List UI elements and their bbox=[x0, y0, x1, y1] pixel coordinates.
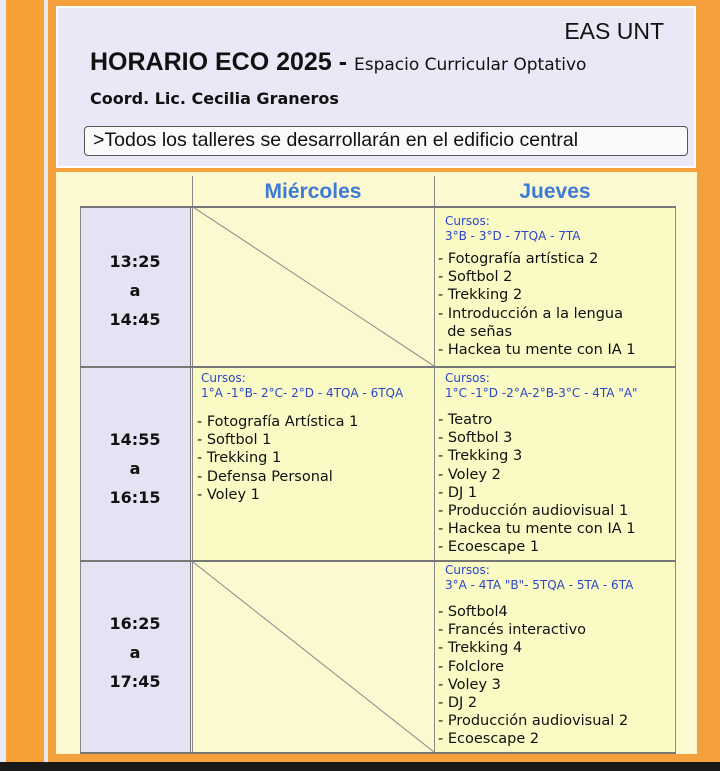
list-item: - Folclore bbox=[438, 658, 628, 676]
courses-list: 3°A - 4TA "B"- 5TQA - 5TA - 6TA bbox=[445, 578, 634, 592]
time-sep: a bbox=[129, 281, 141, 300]
time-end: 17:45 bbox=[109, 672, 161, 691]
courses-wed-slot2 bbox=[201, 371, 403, 401]
courses-label: Cursos: bbox=[445, 371, 490, 385]
list-item: - Introducción a la lengua bbox=[438, 305, 636, 323]
list-item: - Defensa Personal bbox=[197, 468, 358, 486]
decorative-side-band bbox=[6, 0, 48, 771]
empty-cell-wed-slot1 bbox=[193, 207, 434, 366]
list-item: - Softbol 2 bbox=[438, 268, 636, 286]
list-item: - Teatro bbox=[438, 411, 636, 429]
list-item: - Ecoescape 1 bbox=[438, 538, 636, 556]
header-panel bbox=[56, 6, 696, 168]
day-header-thursday: Jueves bbox=[519, 180, 591, 203]
time-slot-2 bbox=[80, 425, 190, 512]
time-slot-1 bbox=[80, 247, 190, 334]
time-start: 13:25 bbox=[109, 252, 161, 271]
courses-list: 1°C -1°D -2°A-2°B-3°C - 4TA "A" bbox=[445, 386, 638, 400]
workshops-thu-slot1 bbox=[438, 250, 636, 359]
list-item: - Voley 2 bbox=[438, 466, 636, 484]
page-title: HORARIO ECO 2025 bbox=[90, 48, 332, 76]
time-end: 14:45 bbox=[109, 310, 161, 329]
list-item: - Voley 3 bbox=[438, 676, 628, 694]
grid-line-h3 bbox=[80, 752, 676, 754]
list-item: - Producción audiovisual 1 bbox=[438, 502, 636, 520]
time-end: 16:15 bbox=[109, 488, 161, 507]
empty-cell-wed-slot3 bbox=[193, 562, 434, 752]
workshops-wed-slot2 bbox=[197, 413, 358, 504]
courses-label: Cursos: bbox=[201, 371, 246, 385]
day-header-wednesday: Miércoles bbox=[264, 180, 362, 203]
notice-box: >Todos los talleres se desarrollarán en el edificio central bbox=[84, 126, 688, 156]
list-item: - Softbol4 bbox=[438, 603, 628, 621]
courses-label: Cursos: bbox=[445, 214, 490, 228]
coordinator: Coord. Lic. Cecilia Graneros bbox=[90, 89, 339, 108]
list-item: - Fotografía artística 2 bbox=[438, 250, 636, 268]
time-start: 16:25 bbox=[109, 614, 161, 633]
time-start: 14:55 bbox=[109, 430, 161, 449]
title-line bbox=[90, 48, 586, 77]
list-item: - DJ 1 bbox=[438, 484, 636, 502]
list-item: - Voley 1 bbox=[197, 486, 358, 504]
grid-line-h2 bbox=[80, 560, 676, 562]
list-item: - Trekking 2 bbox=[438, 286, 636, 304]
list-item: - Hackea tu mente con IA 1 bbox=[438, 341, 636, 359]
list-item: - DJ 2 bbox=[438, 694, 628, 712]
grid-line-v2 bbox=[434, 176, 435, 754]
page-subtitle: Espacio Curricular Optativo bbox=[353, 55, 587, 75]
list-item: - Trekking 1 bbox=[197, 449, 358, 467]
list-item: - Producción audiovisual 2 bbox=[438, 712, 628, 730]
time-sep: a bbox=[129, 643, 141, 662]
list-item: - Francés interactivo bbox=[438, 621, 628, 639]
courses-list: 3°B - 3°D - 7TQA - 7TA bbox=[445, 229, 581, 243]
list-item: - Trekking 4 bbox=[438, 639, 628, 657]
list-item: - Softbol 1 bbox=[197, 431, 358, 449]
workshops-thu-slot3 bbox=[438, 603, 628, 749]
title-separator: - bbox=[331, 48, 354, 76]
grid-line-v3 bbox=[675, 206, 676, 753]
list-item: - Fotografía Artística 1 bbox=[197, 413, 358, 431]
time-sep: a bbox=[129, 459, 141, 478]
grid-line-h0 bbox=[80, 206, 676, 208]
list-item: - Trekking 3 bbox=[438, 447, 636, 465]
time-slot-3 bbox=[80, 609, 190, 696]
courses-thu-slot3 bbox=[445, 563, 633, 593]
workshops-thu-slot2 bbox=[438, 411, 636, 557]
list-item: de señas bbox=[447, 323, 513, 340]
list-item: - Ecoescape 2 bbox=[438, 730, 628, 748]
list-item: - Softbol 3 bbox=[438, 429, 636, 447]
list-item: - Hackea tu mente con IA 1 bbox=[438, 520, 636, 538]
courses-thu-slot2 bbox=[445, 371, 638, 401]
courses-label: Cursos: bbox=[445, 563, 490, 577]
grid-line-h1 bbox=[80, 366, 676, 368]
school-name: EAS UNT bbox=[564, 18, 664, 44]
courses-thu-slot1 bbox=[445, 214, 580, 244]
courses-list: 1°A -1°B- 2°C- 2°D - 4TQA - 6TQA bbox=[201, 386, 404, 400]
bottom-bar bbox=[0, 762, 720, 771]
grid-line-v1 bbox=[192, 176, 193, 754]
